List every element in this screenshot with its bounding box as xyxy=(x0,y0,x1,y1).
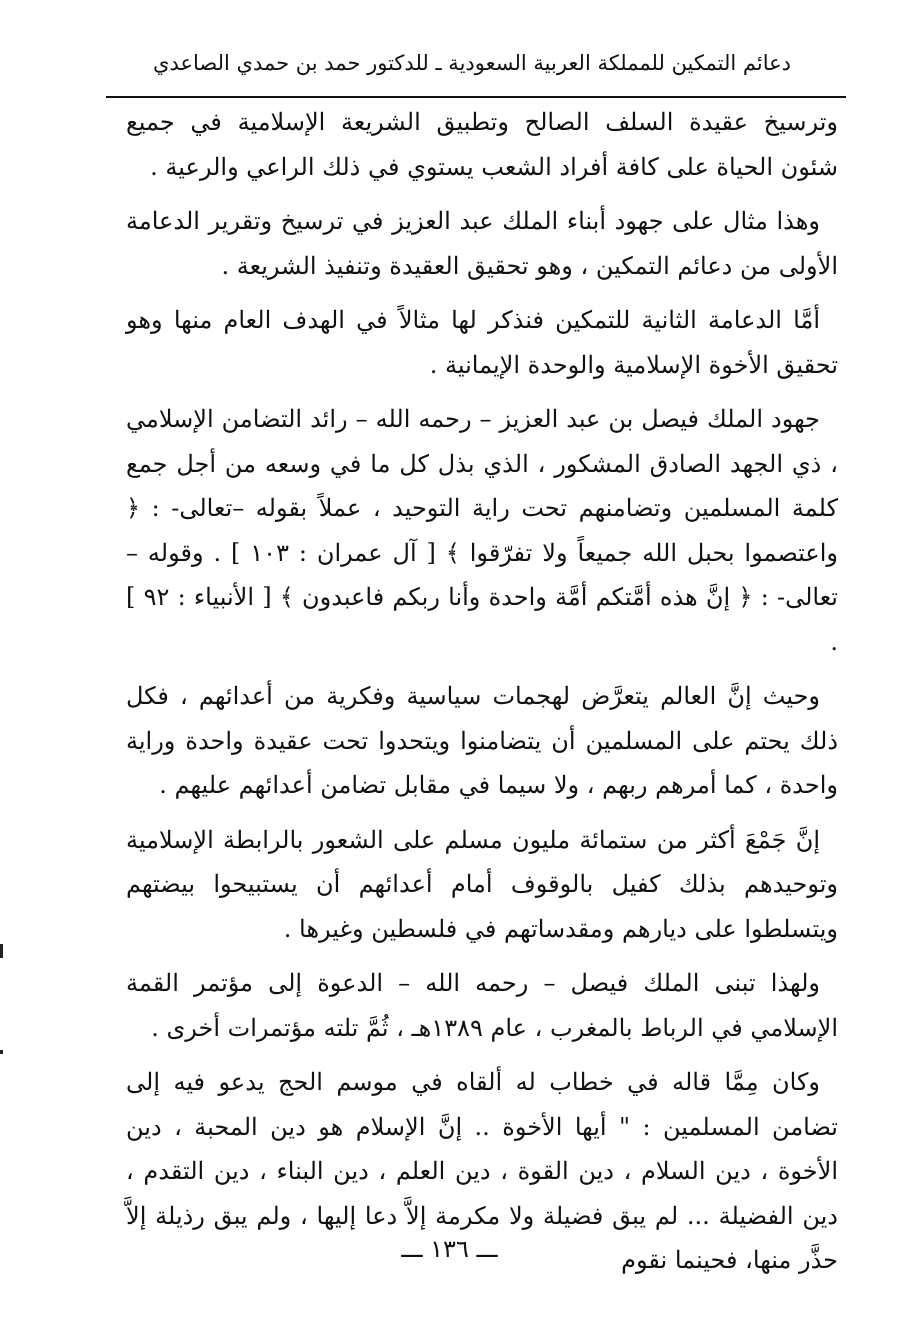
paragraph-6: إنَّ جَمْعَ أكثر من ستمائة مليون مسلم على الشعور بالرابطة الإسلامية وتوحيدهم بذلك كفيل بالوقوف أمام أعدائهم أن يستبيحوا بيضتهم ويتسلطوا على ديارهم ومقدساتهم في فلسطين وغيرها . xyxy=(126,825,838,943)
scan-margin-mark xyxy=(0,944,3,958)
page-number: ـــ ١٣٦ ـــ xyxy=(401,1235,498,1263)
page-body xyxy=(126,100,838,1293)
paragraph-1: وترسيخ عقيدة السلف الصالح وتطبيق الشريعة الإسلامية في جميع شئون الحياة على كافة أفراد الشعب يستوي في ذلك الراعي والرعية . xyxy=(126,108,838,181)
paragraph-3: أمَّا الدعامة الثانية للتمكين فنذكر لها مثالاً في الهدف العام منها وهو تحقيق الأخوة الإسلامية والوحدة الإيمانية . xyxy=(126,306,838,379)
paragraph-4: جهود الملك فيصل بن عبد العزيز – رحمه الله – رائد التضامن الإسلامي ، ذي الجهد الصادق المشكور ، الذي بذل كل ما في وسعه من أجل جمع كلمة المسلمين وتضامنهم تحت راية التوحيد ، عملاً بقوله –تعالى- : ﴿ واعتصموا بحبل الله جميعاً ولا تفرّقوا ﴾ [ آل عمران : ١٠٣ ] . وقوله –تعالى- : ﴿ إنَّ هذه أمَّتكم أمَّة واحدة وأنا ربكم فاعبدون ﴾ [ الأنبياء : ٩٢ ] . xyxy=(126,405,838,656)
paragraph-5: وحيث إنَّ العالم يتعرَّض لهجمات سياسية وفكرية من أعدائهم ، فكل ذلك يحتم على المسلمين أن يتضامنوا ويتحدوا تحت عقيدة واحدة وراية واحدة ، كما أمرهم ربهم ، ولا سيما في مقابل تضامن أعدائهم عليهم . xyxy=(126,682,838,799)
scan-margin-mark xyxy=(0,1050,3,1054)
paragraph-2: وهذا مثال على جهود أبناء الملك عبد العزيز في ترسيخ وتقرير الدعامة الأولى من دعائم التمكين ، وهو تحقيق العقيدة وتنفيذ الشريعة . xyxy=(126,207,838,280)
paragraph-7: ولهذا تبنى الملك فيصل – رحمه الله – الدعوة إلى مؤتمر القمة الإسلامي في الرباط بالمغرب ، عام ١٣٨٩هـ ، ثُمَّ تلته مؤتمرات أخرى . xyxy=(126,969,838,1042)
running-header: دعائم التمكين للمملكة العربية السعودية ـ للدكتور حمد بن حمدي الصاعدي xyxy=(153,51,791,75)
header-divider xyxy=(106,96,846,98)
paragraph-8: وكان مِمَّا قاله في خطاب له ألقاه في موسم الحج يدعو فيه إلى تضامن المسلمين : " أيها الأخوة .. إنَّ الإسلام هو دين المحبة ، دين الأخوة ، دين السلام ، دين القوة ، دين العلم ، دين البناء ، دين التقدم ، دين الفضيلة ... لم يبق فضيلة ولا مكرمة إلاَّ دعا إليها ، ولم يبق رذيلة إلاَّ حذَّر منها، فحينما نقوم xyxy=(126,1068,838,1274)
